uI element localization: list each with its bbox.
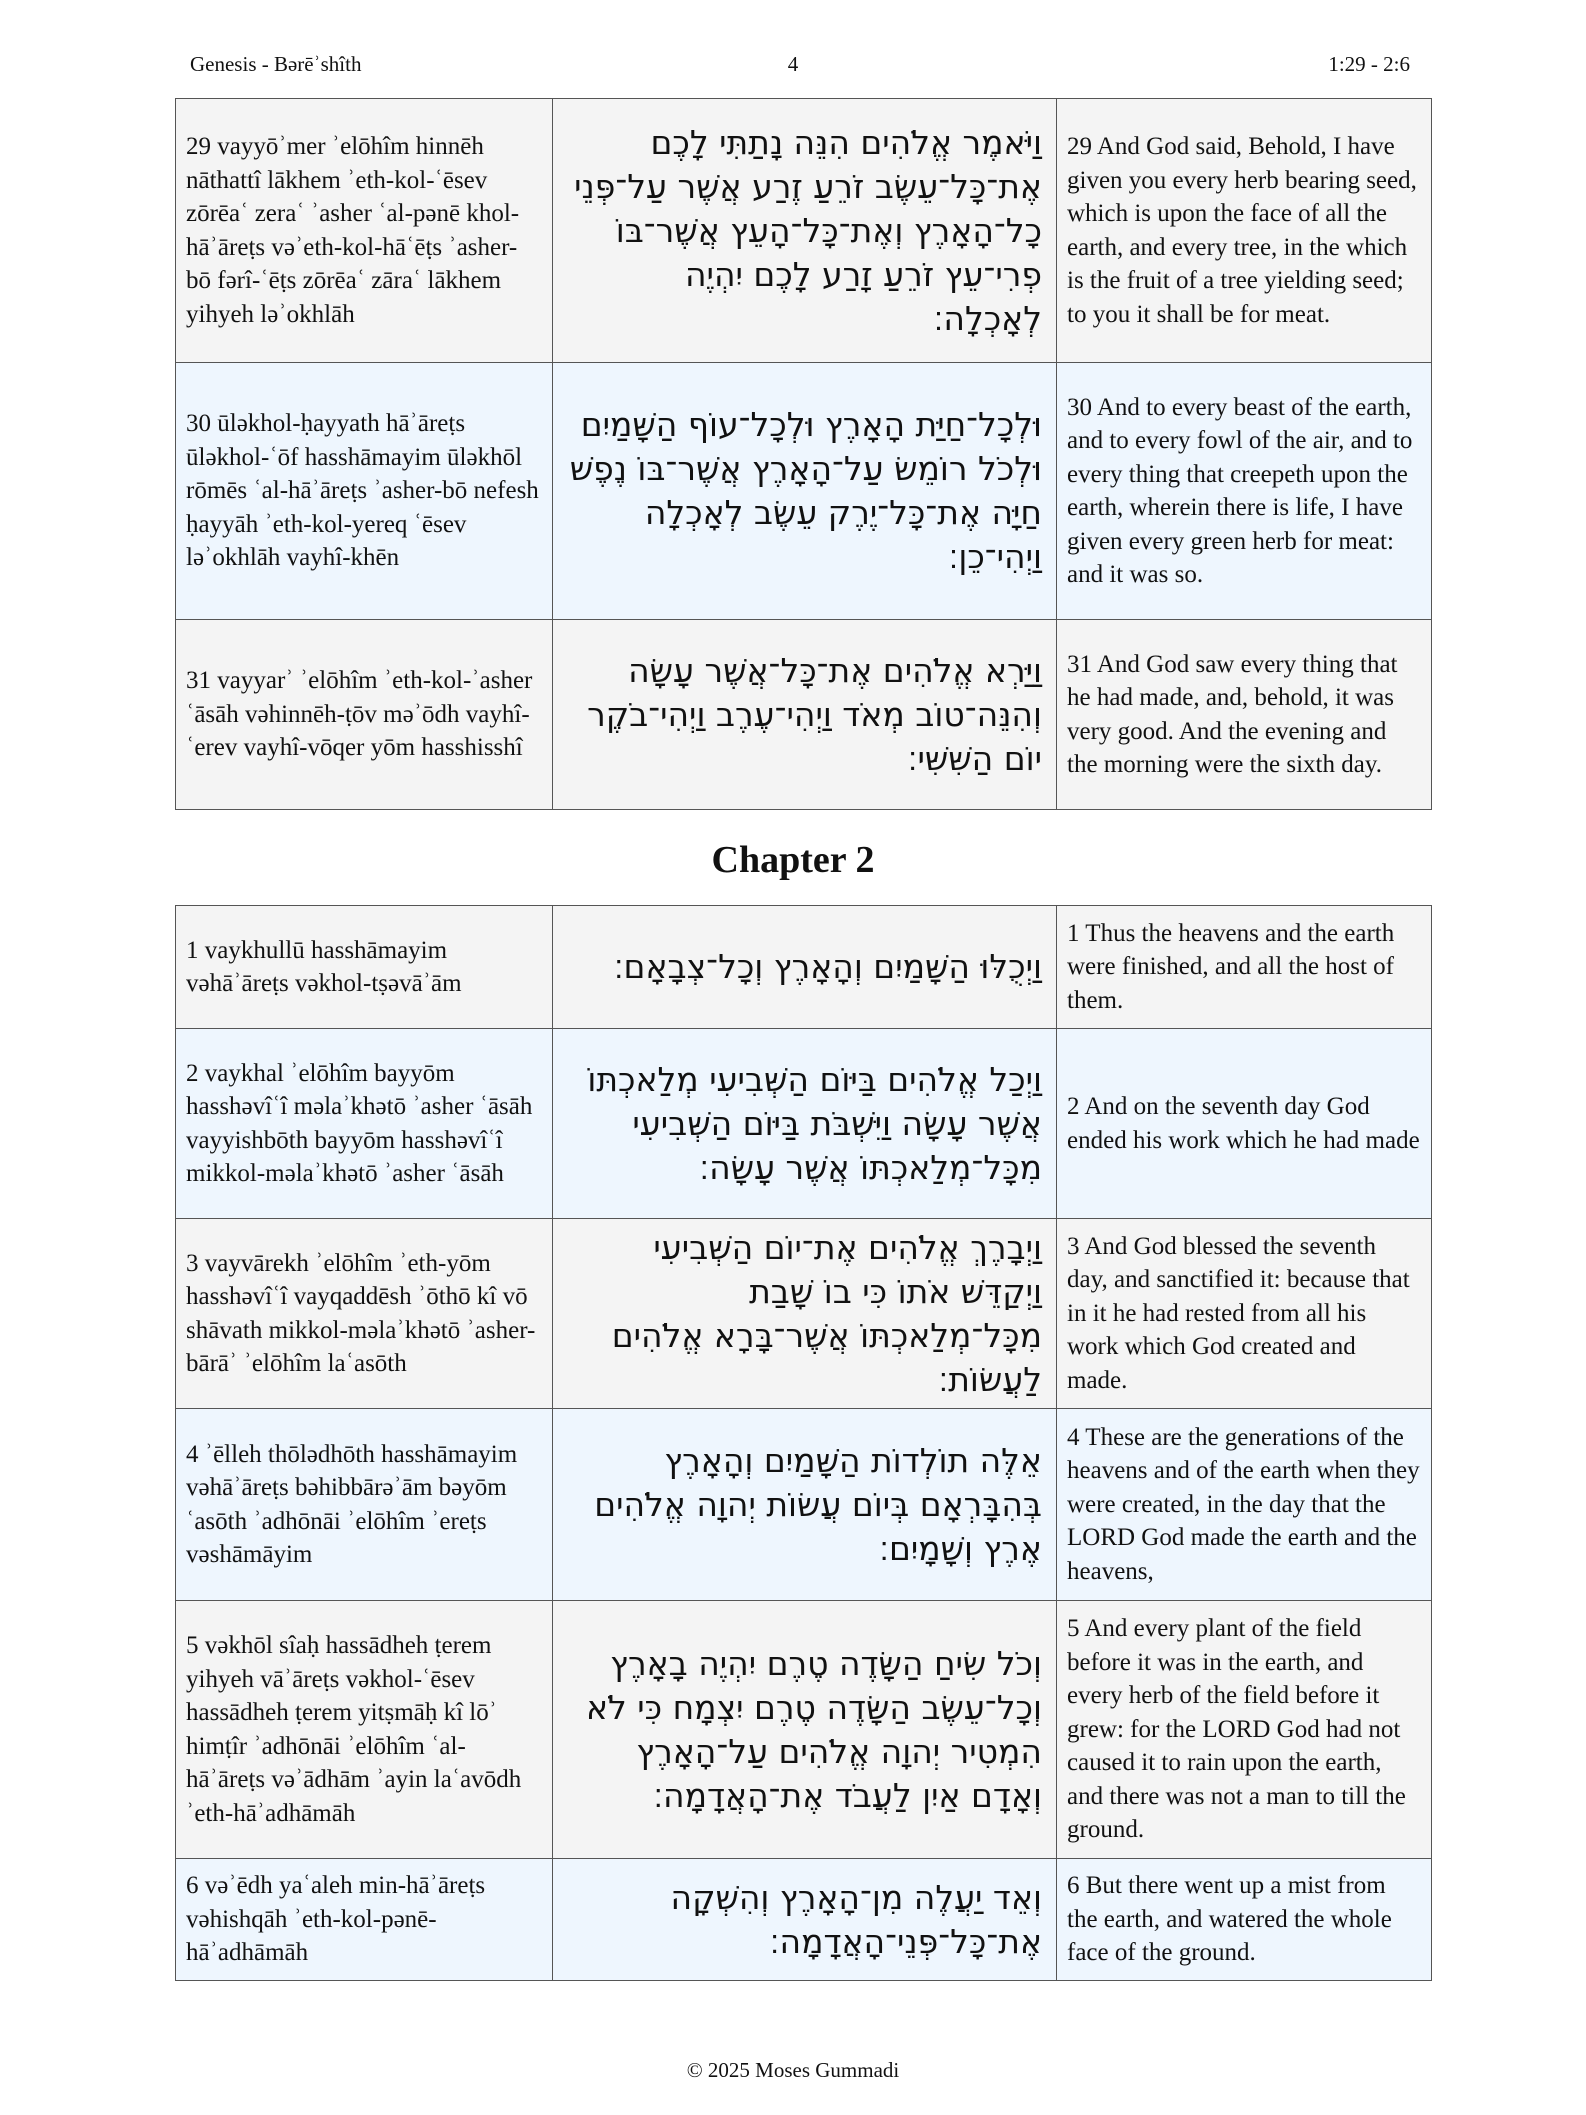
english-cell: 1 Thus the heavens and the earth were finished, and all the host of them. <box>1057 906 1432 1029</box>
page-number: 4 <box>787 52 799 76</box>
verse-row <box>176 1029 1432 1219</box>
hebrew-cell: וַיְבָרֶךְ אֱלֹהִים אֶת־יוֹם הַשְּׁבִיעִי וַיְקַדֵּשׁ אֹתוֹ כִּי בוֹ שָׁבַת מִכָּל־מְלַאכְתּוֹ אֲשֶׁר־בָּרָא אֱלֹהִים לַעֲשׂוֹת׃ <box>553 1219 1057 1409</box>
verse-row <box>176 1219 1432 1409</box>
english-cell: 5 And every plant of the field before it was in the earth, and every herb of the field before it grew: for the LORD God had not caused it to rain upon the earth, and there was not a man to till the ground. <box>1057 1601 1432 1859</box>
english-cell: 29 And God said, Behold, I have given you every herb bearing seed, which is upon the face of all the earth, and every tree, in the which is the fruit of a tree yielding seed; to you it shall be for meat. <box>1057 99 1432 363</box>
transliteration-cell: 29 vayyōʾmer ʾelōhîm hinnēh nāthattî lākhem ʾeth-kol-ʿēsev zōrēaʿ zeraʿ ʾasher ʿal-pənē khol-hāʾāreṭs vəʾeth-kol-hāʿēṭs ʾasher-bō fərî-ʿēṭs zōrēaʿ zāraʿ lākhem yihyeh ləʾokhlāh <box>176 99 553 363</box>
hebrew-cell: וַיַּרְא אֱלֹהִים אֶת־כָּל־אֲשֶׁר עָשָׂה וְהִנֵּה־טוֹב מְאֹד וַיְהִי־עֶרֶב וַיְהִי־בֹקֶר יוֹם הַשִּׁשִּׁי׃ <box>553 620 1057 810</box>
copyright-footer: © 2025 Moses Gummadi <box>686 2058 900 2082</box>
verse-row <box>176 99 1432 363</box>
transliteration-cell: 4 ʾēlleh thōlədhōth hasshāmayim vəhāʾāreṭs bəhibbārəʾām bəyōm ʿasōth ʾadhōnāi ʾelōhîm ʾereṭs vəshāmāyim <box>176 1409 553 1601</box>
english-cell: 2 And on the seventh day God ended his work which he had made <box>1057 1029 1432 1219</box>
english-cell: 6 But there went up a mist from the earth, and watered the whole face of the ground. <box>1057 1859 1432 1981</box>
verse-row <box>176 1409 1432 1601</box>
running-header-book: Genesis - Bərēʾshîth <box>190 52 362 76</box>
transliteration-cell: 3 vayvārekh ʾelōhîm ʾeth-yōm hasshəvîʿî vayqaddēsh ʾōthō kî vō shāvath mikkol-məlaʾkhətō ʾasher-bārāʾ ʾelōhîm laʿasōth <box>176 1219 553 1409</box>
chapter-heading: Chapter 2 <box>711 839 875 881</box>
chapter1-verse-table <box>175 98 1432 810</box>
verse-row <box>176 620 1432 810</box>
transliteration-cell: 31 vayyarʾ ʾelōhîm ʾeth-kol-ʾasher ʿāsāh vəhinnēh-ṭōv məʾōdh vayhî-ʿerev vayhî-vōqer yōm hasshisshî <box>176 620 553 810</box>
transliteration-cell: 5 vəkhōl sîaḥ hassādheh ṭerem yihyeh vāʾāreṭs vəkhol-ʿēsev hassādheh ṭerem yitṣmāḥ kî lōʾ himṭîr ʾadhōnāi ʾelōhîm ʿal-hāʾāreṭs vəʾādhām ʾayin laʿavōdh ʾeth-hāʾadhāmāh <box>176 1601 553 1859</box>
verse-row <box>176 363 1432 620</box>
transliteration-cell: 30 ūləkhol-ḥayyath hāʾāreṭs ūləkhol-ʿōf hasshāmayim ūləkhōl rōmēs ʿal-hāʾāreṭs ʾasher-bō nefesh ḥayyāh ʾeth-kol-yereq ʿēsev ləʾokhlāh vayhî-khēn <box>176 363 553 620</box>
transliteration-cell: 1 vaykhullū hasshāmayim vəhāʾāreṭs vəkhol-tṣəvāʾām <box>176 906 553 1029</box>
verse-row <box>176 1601 1432 1859</box>
hebrew-cell: אֵלֶּה תוֹלְדוֹת הַשָּׁמַיִם וְהָאָרֶץ בְּהִבָּרְאָם בְּיוֹם עֲשׂוֹת יְהוָה אֱלֹהִים אֶרֶץ וְשָׁמָיִם׃ <box>553 1409 1057 1601</box>
transliteration-cell: 2 vaykhal ʾelōhîm bayyōm hasshəvîʿî məlaʾkhətō ʾasher ʿāsāh vayyishbōth bayyōm hasshəvîʿî mikkol-məlaʾkhətō ʾasher ʿāsāh <box>176 1029 553 1219</box>
hebrew-cell: וַיְכַל אֱלֹהִים בַּיּוֹם הַשְּׁבִיעִי מְלַאכְתּוֹ אֲשֶׁר עָשָׂה וַיִּשְׁבֹּת בַּיּוֹם הַשְּׁבִיעִי מִכָּל־מְלַאכְתּוֹ אֲשֶׁר עָשָׂה׃ <box>553 1029 1057 1219</box>
chapter2-verse-table <box>175 905 1432 1981</box>
verse-row <box>176 906 1432 1029</box>
english-cell: 31 And God saw every thing that he had made, and, behold, it was very good. And the evening and the morning were the sixth day. <box>1057 620 1432 810</box>
hebrew-cell: וַיֹּאמֶר אֱלֹהִים הִנֵּה נָתַתִּי לָכֶם אֶת־כָּל־עֵשֶׂב זֹרֵעַ זֶרַע אֲשֶׁר עַל־פְּנֵי כָל־הָאָרֶץ וְאֶת־כָּל־הָעֵץ אֲשֶׁר־בּוֹ פְרִי־עֵץ זֹרֵעַ זָרַע לָכֶם יִהְיֶה לְאָכְלָה׃ <box>553 99 1057 363</box>
running-header-range: 1:29 - 2:6 <box>1328 52 1410 76</box>
hebrew-cell: וּלְכָל־חַיַּת הָאָרֶץ וּלְכָל־עוֹף הַשָּׁמַיִם וּלְכֹל רוֹמֵשׂ עַל־הָאָרֶץ אֲשֶׁר־בּוֹ נֶפֶשׁ חַיָּה אֶת־כָּל־יֶרֶק עֵשֶׂב לְאָכְלָה וַיְהִי־כֵן׃ <box>553 363 1057 620</box>
transliteration-cell: 6 vəʾēdh yaʿaleh min-hāʾāreṭs vəhishqāh ʾeth-kol-pənē-hāʾadhāmāh <box>176 1859 553 1981</box>
english-cell: 4 These are the generations of the heavens and of the earth when they were created, in the day that the LORD God made the earth and the heavens, <box>1057 1409 1432 1601</box>
hebrew-cell: וְכֹל שִׂיחַ הַשָּׂדֶה טֶרֶם יִהְיֶה בָאָרֶץ וְכָל־עֵשֶׂב הַשָּׂדֶה טֶרֶם יִצְמָח כִּי לֹא הִמְטִיר יְהוָה אֱלֹהִים עַל־הָאָרֶץ וְאָדָם אַיִן לַעֲבֹד אֶת־הָאֲדָמָה׃ <box>553 1601 1057 1859</box>
verse-row <box>176 1859 1432 1981</box>
english-cell: 30 And to every beast of the earth, and to every fowl of the air, and to every thing that creepeth upon the earth, wherein there is life, I have given every green herb for meat: and it was so. <box>1057 363 1432 620</box>
hebrew-cell: וַיְכֻלּוּ הַשָּׁמַיִם וְהָאָרֶץ וְכָל־צְבָאָם׃ <box>553 906 1057 1029</box>
hebrew-cell: וְאֵד יַעֲלֶה מִן־הָאָרֶץ וְהִשְׁקָה אֶת־כָּל־פְּנֵי־הָאֲדָמָה׃ <box>553 1859 1057 1981</box>
english-cell: 3 And God blessed the seventh day, and sanctified it: because that in it he had rested from all his work which God created and made. <box>1057 1219 1432 1409</box>
